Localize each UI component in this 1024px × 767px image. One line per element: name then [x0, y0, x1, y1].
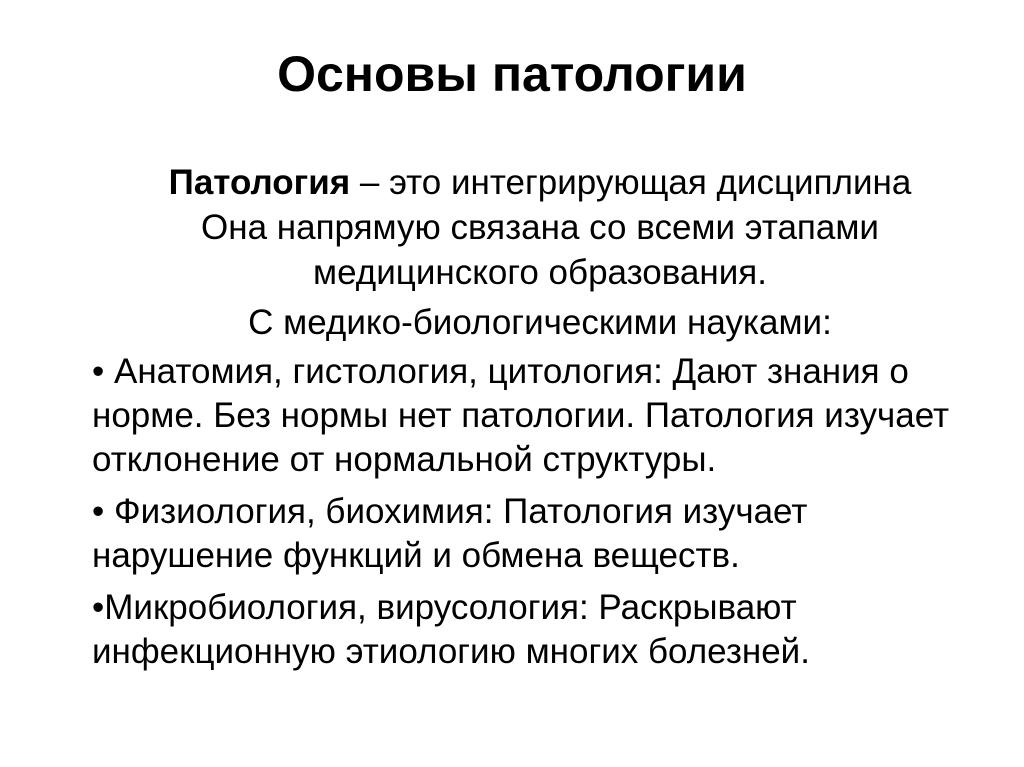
- bullet-item-physiology: • Физиология, биохимия: Патология изучает нарушение функций и обмена веществ.: [92, 492, 808, 575]
- intro-line-1-rest: – это интегрирующая дисциплина: [350, 163, 912, 202]
- intro-paragraph: [100, 160, 980, 295]
- slide-title: Основы патологии: [277, 46, 747, 102]
- intro-line-3: медицинского образования.: [313, 253, 767, 292]
- bullet-item-anatomy: • Анатомия, гистология, цитология: Дают знания о норме. Без нормы нет патологии. Патология изучает отклонение от нормальной структуры.: [92, 352, 950, 479]
- bullet-item-microbiology: •Микробиология, вирусология: Раскрывают инфекционную этиологию многих болезней.: [92, 588, 810, 671]
- bullet-list: [92, 350, 992, 682]
- intro-term: Патология: [168, 163, 351, 202]
- intro-line-2: Она напрямую связана со всеми этапами: [201, 208, 879, 247]
- subheading: С медико-биологическими науками:: [248, 303, 832, 342]
